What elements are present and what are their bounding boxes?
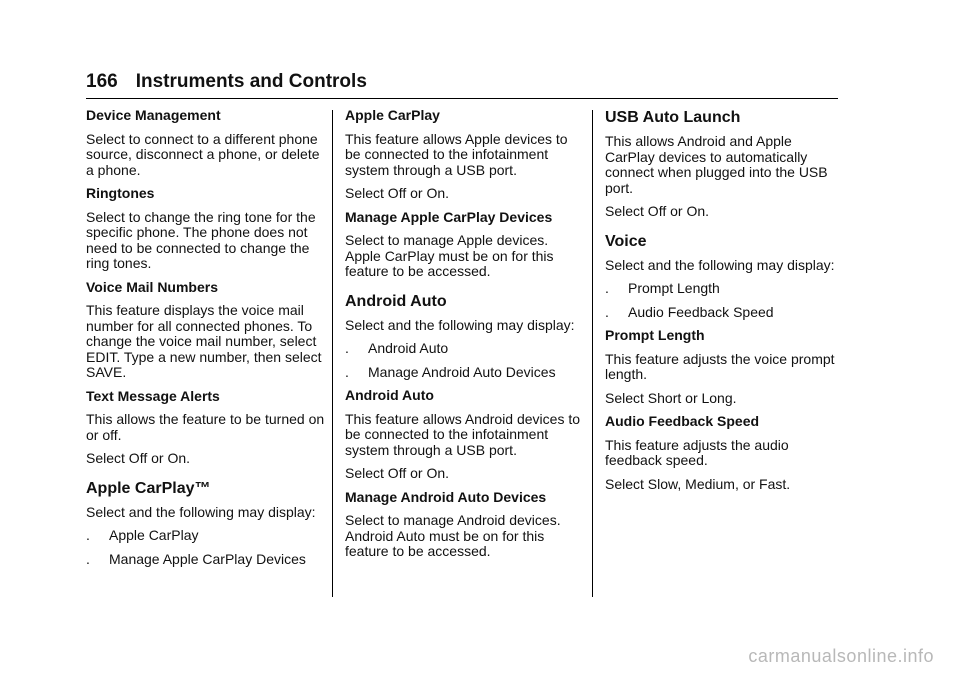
paragraph: This feature allows Apple devices to be connected to the infotainment system through a USB port. [345, 130, 568, 178]
paragraph: Select Off or On. [345, 185, 450, 201]
column-divider-1 [332, 110, 333, 597]
bullet-item [86, 528, 326, 544]
section-heading: Apple CarPlay™ [86, 479, 211, 497]
subheading: Text Message Alerts [86, 387, 220, 404]
bullet-text: Android Auto [368, 340, 449, 356]
paragraph: Select to manage Android devices. Android Auto must be on for this feature to be accessed. [345, 512, 561, 559]
bullet-item [86, 552, 326, 568]
paragraph: Select Off or On. [345, 465, 450, 481]
bullet-item [605, 281, 837, 297]
page-number: 166 [86, 71, 118, 92]
column-3 [605, 108, 837, 500]
header-rule [86, 98, 838, 99]
bullet-item [605, 305, 837, 321]
bullet-marker: . [345, 363, 349, 380]
bullet-text: Manage Apple CarPlay Devices [109, 550, 306, 567]
bullet-text: Audio Feedback Speed [628, 303, 774, 320]
bullet-text: Apple CarPlay [109, 527, 199, 543]
paragraph: This feature adjusts the voice prompt length. [605, 350, 835, 382]
column-2 [345, 108, 585, 568]
bullet-marker: . [345, 340, 349, 356]
paragraph: Select Short or Long. [605, 389, 737, 406]
paragraph: Select Off or On. [605, 203, 710, 219]
section-title: Instruments and Controls [135, 71, 367, 92]
subheading: Android Auto [345, 387, 434, 403]
subheading: Apple CarPlay [345, 107, 440, 123]
bullet-item [345, 341, 585, 357]
bullet-item [345, 365, 585, 381]
subheading: Prompt Length [605, 327, 705, 343]
bullet-marker: . [605, 303, 609, 320]
paragraph: Select to change the ring tone for the specific phone. The phone does not need to be connected to change the ring tones. [86, 208, 316, 271]
watermark: carmanualsonline.info [748, 646, 934, 666]
paragraph: Select Slow, Medium, or Fast. [605, 475, 791, 492]
paragraph: This feature adjusts the audio feedback speed. [605, 436, 789, 468]
paragraph: This feature displays the voice mail number for all connected phones. To change the voice mail number, select EDIT. Type a new number, then select SAVE. [86, 302, 322, 380]
column-divider-2 [592, 110, 593, 597]
paragraph: Select and the following may display: [605, 256, 835, 273]
bullet-marker: . [86, 527, 90, 543]
paragraph: This allows the feature to be turned on or off. [86, 411, 325, 443]
section-heading: Android Auto [345, 292, 447, 310]
subheading: Voice Mail Numbers [86, 278, 219, 295]
subheading: Manage Android Auto Devices [345, 488, 547, 505]
section-heading: Voice [605, 232, 647, 250]
subheading: Device Management [86, 107, 221, 123]
page-header [86, 70, 367, 94]
bullet-text: Prompt Length [628, 280, 720, 296]
paragraph: Select to manage Apple devices. Apple CarPlay must be on for this feature to be accessed. [345, 232, 554, 279]
paragraph: Select to connect to a different phone source, disconnect a phone, or delete a phone. [86, 130, 320, 178]
paragraph: Select Off or On. [86, 450, 191, 466]
subheading: Manage Apple CarPlay Devices [345, 208, 553, 225]
column-1 [86, 108, 326, 575]
paragraph: Select and the following may display: [86, 503, 316, 520]
bullet-text: Manage Android Auto Devices [368, 363, 556, 380]
paragraph: This allows Android and Apple CarPlay devices to automatically connect when plugged into the USB port. [605, 133, 828, 196]
paragraph: Select and the following may display: [345, 316, 575, 333]
subheading: Ringtones [86, 185, 155, 201]
bullet-marker: . [86, 550, 90, 567]
section-heading: USB Auto Launch [605, 109, 741, 126]
paragraph: This feature allows Android devices to be connected to the infotainment system through a USB port. [345, 410, 581, 458]
subheading: Audio Feedback Speed [605, 413, 760, 429]
bullet-marker: . [605, 280, 609, 296]
